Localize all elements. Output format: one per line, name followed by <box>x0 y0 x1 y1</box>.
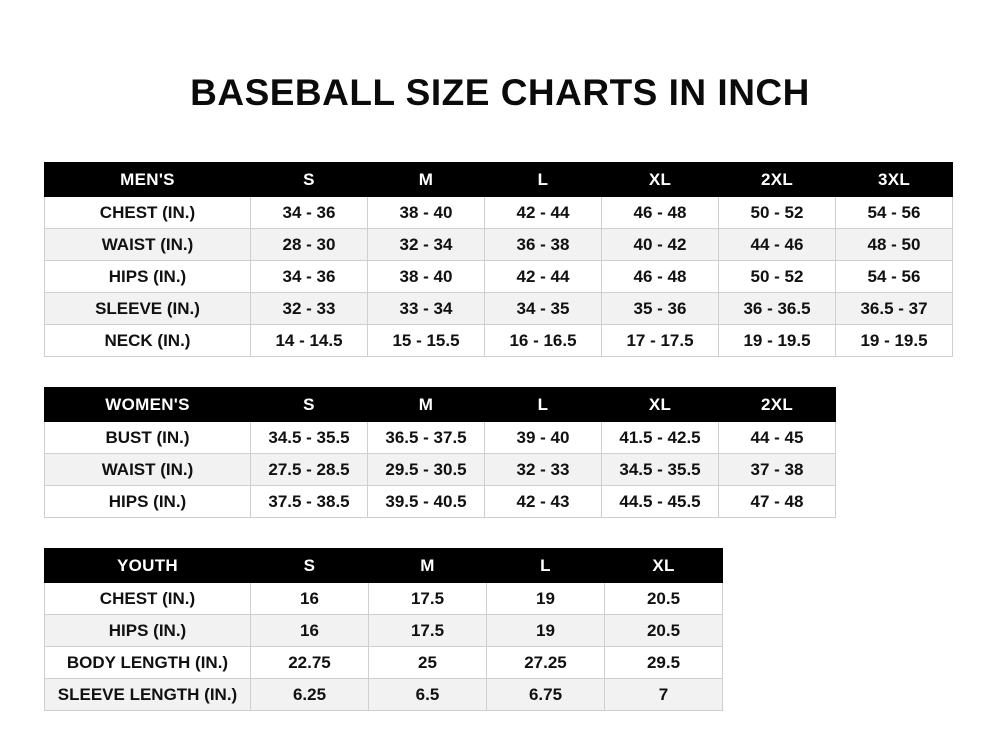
table-cell: 38 - 40 <box>368 197 485 229</box>
table-header-cell: M <box>369 549 487 583</box>
table-cell: 38 - 40 <box>368 261 485 293</box>
table-header-cell: 2XL <box>719 388 836 422</box>
table-cell: 42 - 44 <box>485 197 602 229</box>
row-label: HIPS (IN.) <box>45 615 251 647</box>
table-cell: 48 - 50 <box>836 229 953 261</box>
table-cell: 20.5 <box>605 615 723 647</box>
womens-size-table <box>44 387 836 518</box>
table-cell: 36.5 - 37.5 <box>368 422 485 454</box>
table-cell: 15 - 15.5 <box>368 325 485 357</box>
table-row <box>45 615 723 647</box>
table-header-row <box>45 163 953 197</box>
table-cell: 16 <box>251 615 369 647</box>
table-cell: 32 - 33 <box>251 293 368 325</box>
table-header-cell: S <box>251 163 368 197</box>
table-row <box>45 422 836 454</box>
table-cell: 19 <box>487 583 605 615</box>
table-cell: 6.5 <box>369 679 487 711</box>
table-cell: 41.5 - 42.5 <box>602 422 719 454</box>
table-header-cell: S <box>251 549 369 583</box>
table-cell: 17 - 17.5 <box>602 325 719 357</box>
row-label: HIPS (IN.) <box>45 261 251 293</box>
table-header-cell: XL <box>605 549 723 583</box>
table-cell: 36 - 38 <box>485 229 602 261</box>
table-cell: 17.5 <box>369 583 487 615</box>
table-row <box>45 229 953 261</box>
table-cell: 20.5 <box>605 583 723 615</box>
row-label: SLEEVE (IN.) <box>45 293 251 325</box>
table-cell: 50 - 52 <box>719 197 836 229</box>
row-label: BODY LENGTH (IN.) <box>45 647 251 679</box>
table-cell: 27.25 <box>487 647 605 679</box>
table-cell: 16 - 16.5 <box>485 325 602 357</box>
table-cell: 6.25 <box>251 679 369 711</box>
table-cell: 44 - 45 <box>719 422 836 454</box>
table-header-row <box>45 549 723 583</box>
table-cell: 37.5 - 38.5 <box>251 486 368 518</box>
table-cell: 34.5 - 35.5 <box>251 422 368 454</box>
table-header-cell: XL <box>602 163 719 197</box>
table-cell: 42 - 44 <box>485 261 602 293</box>
table-header-cell: YOUTH <box>45 549 251 583</box>
table-cell: 34 - 36 <box>251 197 368 229</box>
table-cell: 28 - 30 <box>251 229 368 261</box>
table-header-cell: 3XL <box>836 163 953 197</box>
table-header-cell: WOMEN'S <box>45 388 251 422</box>
table-cell: 16 <box>251 583 369 615</box>
table-cell: 54 - 56 <box>836 261 953 293</box>
table-cell: 47 - 48 <box>719 486 836 518</box>
row-label: WAIST (IN.) <box>45 229 251 261</box>
table-row <box>45 261 953 293</box>
youth-size-table <box>44 548 723 711</box>
table-cell: 22.75 <box>251 647 369 679</box>
row-label: WAIST (IN.) <box>45 454 251 486</box>
table-cell: 7 <box>605 679 723 711</box>
table-cell: 42 - 43 <box>485 486 602 518</box>
table-cell: 19 - 19.5 <box>836 325 953 357</box>
table-row <box>45 197 953 229</box>
table-row <box>45 647 723 679</box>
table-cell: 34 - 36 <box>251 261 368 293</box>
table-row <box>45 293 953 325</box>
row-label: CHEST (IN.) <box>45 583 251 615</box>
table-row <box>45 583 723 615</box>
row-label: NECK (IN.) <box>45 325 251 357</box>
table-cell: 6.75 <box>487 679 605 711</box>
table-cell: 39.5 - 40.5 <box>368 486 485 518</box>
table-row <box>45 325 953 357</box>
table-cell: 44.5 - 45.5 <box>602 486 719 518</box>
table-header-cell: L <box>485 388 602 422</box>
row-label: SLEEVE LENGTH (IN.) <box>45 679 251 711</box>
size-tables-container <box>0 162 1000 711</box>
table-cell: 36.5 - 37 <box>836 293 953 325</box>
table-cell: 36 - 36.5 <box>719 293 836 325</box>
table-cell: 50 - 52 <box>719 261 836 293</box>
table-cell: 54 - 56 <box>836 197 953 229</box>
table-cell: 27.5 - 28.5 <box>251 454 368 486</box>
table-cell: 40 - 42 <box>602 229 719 261</box>
table-header-cell: M <box>368 163 485 197</box>
table-cell: 19 <box>487 615 605 647</box>
table-cell: 46 - 48 <box>602 197 719 229</box>
row-label: BUST (IN.) <box>45 422 251 454</box>
table-cell: 39 - 40 <box>485 422 602 454</box>
table-row <box>45 486 836 518</box>
table-header-cell: L <box>485 163 602 197</box>
table-header-cell: S <box>251 388 368 422</box>
mens-size-table <box>44 162 953 357</box>
page-title: BASEBALL SIZE CHARTS IN INCH <box>190 72 810 113</box>
table-cell: 32 - 34 <box>368 229 485 261</box>
table-cell: 34.5 - 35.5 <box>602 454 719 486</box>
table-cell: 17.5 <box>369 615 487 647</box>
table-header-cell: MEN'S <box>45 163 251 197</box>
row-label: CHEST (IN.) <box>45 197 251 229</box>
table-cell: 29.5 <box>605 647 723 679</box>
table-cell: 33 - 34 <box>368 293 485 325</box>
table-header-cell: XL <box>602 388 719 422</box>
table-cell: 35 - 36 <box>602 293 719 325</box>
table-header-cell: L <box>487 549 605 583</box>
table-header-row <box>45 388 836 422</box>
table-cell: 32 - 33 <box>485 454 602 486</box>
table-cell: 37 - 38 <box>719 454 836 486</box>
table-cell: 46 - 48 <box>602 261 719 293</box>
table-cell: 25 <box>369 647 487 679</box>
table-header-cell: M <box>368 388 485 422</box>
table-cell: 14 - 14.5 <box>251 325 368 357</box>
table-row <box>45 679 723 711</box>
table-cell: 44 - 46 <box>719 229 836 261</box>
table-header-cell: 2XL <box>719 163 836 197</box>
table-cell: 19 - 19.5 <box>719 325 836 357</box>
table-row <box>45 454 836 486</box>
row-label: HIPS (IN.) <box>45 486 251 518</box>
table-cell: 34 - 35 <box>485 293 602 325</box>
table-cell: 29.5 - 30.5 <box>368 454 485 486</box>
